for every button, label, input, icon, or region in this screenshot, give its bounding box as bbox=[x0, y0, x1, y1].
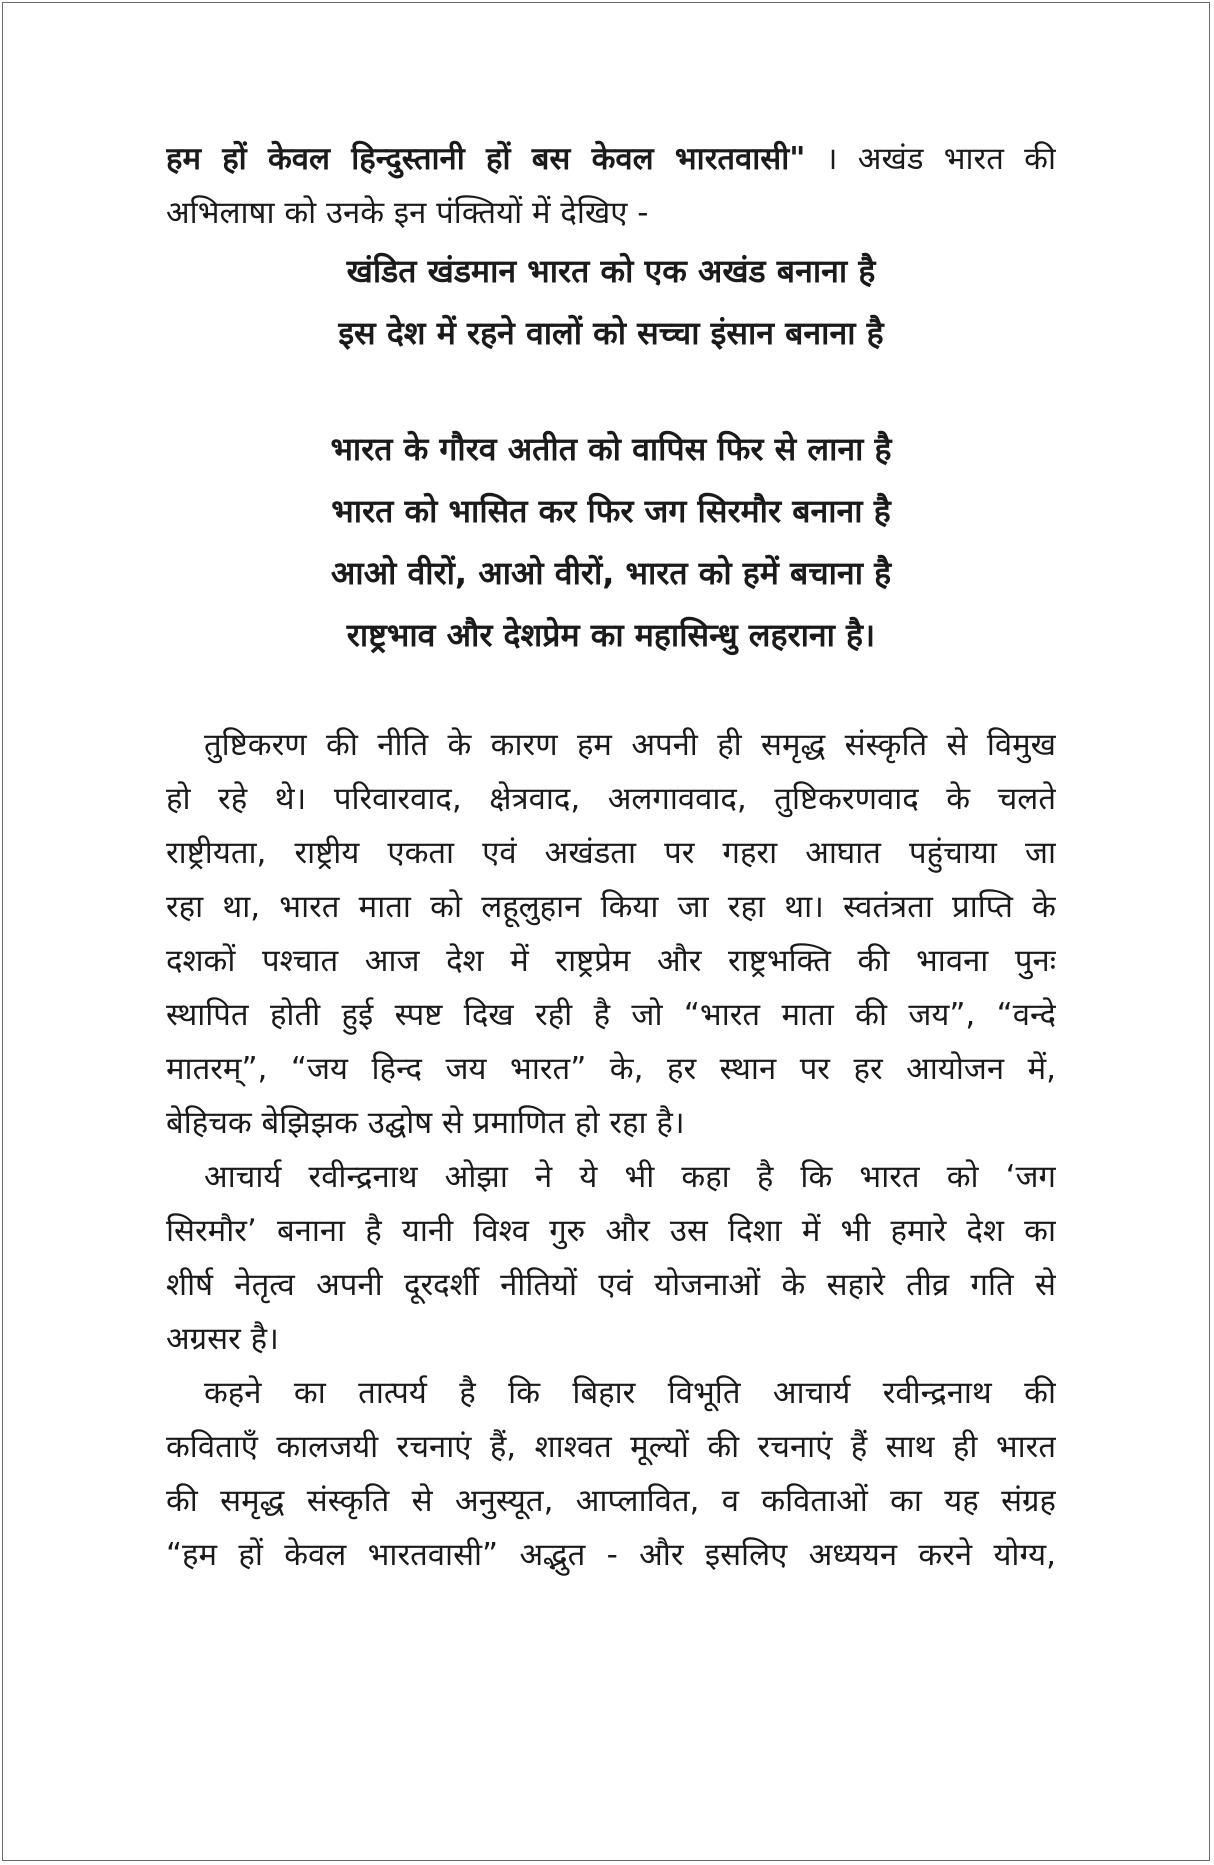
intro-block bbox=[166, 132, 1056, 240]
intro-line-1-rest: । अखंड भारत की bbox=[805, 141, 1056, 177]
intro-line-2: अभिलाषा को उनके इन पंक्तियों में देखिए - bbox=[166, 195, 649, 231]
paragraph-line: बेहिचक बेझिझक उद्घोष से प्रमाणित हो रहा है। bbox=[166, 1105, 685, 1141]
paragraph-line: हो रहे थे। परिवारवाद, क्षेत्रवाद, अलगाववाद, तुष्टिकरणवाद के चलते bbox=[166, 781, 1056, 817]
paragraph-line: आचार्य रवीन्द्रनाथ ओझा ने ये भी कहा है कि भारत को ‘जग bbox=[204, 1159, 1056, 1195]
document-body bbox=[166, 132, 1056, 1582]
poem-stanza-1 bbox=[166, 240, 1056, 364]
paragraph-line: तुष्टिकरण की नीति के कारण हम अपनी ही समृद्ध संस्कृति से विमुख bbox=[204, 727, 1056, 763]
paragraph-1 bbox=[166, 718, 1056, 1150]
paragraph-line: शीर्ष नेतृत्व अपनी दूरदर्शी नीतियों एवं योजनाओं के सहारे तीव्र गति से bbox=[166, 1267, 1056, 1303]
poem-line: भारत को भासित कर फिर जग सिरमौर बनाना है bbox=[331, 492, 891, 530]
intro-line-1 bbox=[166, 132, 1056, 186]
intro-quote-bold: हम हों केवल हिन्दुस्तानी हों बस केवल भारतवासी" bbox=[166, 141, 806, 177]
paragraph-line: दशकों पश्चात आज देश में राष्ट्रप्रेम और राष्ट्रभक्ति की भावना पुनः bbox=[166, 943, 1056, 979]
paragraph-line: सिरमौर’ बनाना है यानी विश्व गुरु और उस दिशा में भी हमारे देश का bbox=[166, 1213, 1056, 1249]
paragraph-line: अग्रसर है। bbox=[166, 1321, 279, 1357]
poem-stanza-2 bbox=[166, 418, 1056, 666]
paragraph-line: स्थापित होती हुई स्पष्ट दिख रही है जो “भारत माता की जय”, “वन्दे bbox=[166, 997, 1056, 1033]
poem-line: खंडित खंडमान भारत को एक अखंड बनाना है bbox=[346, 252, 876, 290]
paragraph-line: मातरम्”, “जय हिन्द जय भारत” के, हर स्थान पर हर आयोजन में, bbox=[166, 1051, 1056, 1087]
paragraph-line: “हम हों केवल भारतवासी” अद्भुत - और इसलिए अध्ययन करने योग्य, bbox=[166, 1537, 1056, 1573]
paragraph-2 bbox=[166, 1150, 1056, 1366]
poem-line: आओ वीरों, आओ वीरों, भारत को हमें बचाना है bbox=[330, 554, 892, 592]
paragraph-3 bbox=[166, 1366, 1056, 1582]
paragraph-line: की समृद्ध संस्कृति से अनुस्यूत, आप्लावित, व कविताओं का यह संग्रह bbox=[166, 1483, 1056, 1519]
paragraph-line: राष्ट्रीयता, राष्ट्रीय एकता एवं अखंडता पर गहरा आघात पहुंचाया जा bbox=[166, 835, 1056, 871]
paragraph-line: कहने का तात्पर्य है कि बिहार विभूति आचार्य रवीन्द्रनाथ की bbox=[204, 1375, 1056, 1411]
paragraph-line: रहा था, भारत माता को लहूलुहान किया जा रहा था। स्वतंत्रता प्राप्ति के bbox=[166, 889, 1056, 925]
poem-line: भारत के गौरव अतीत को वापिस फिर से लाना है bbox=[330, 430, 892, 468]
poem-line: इस देश में रहने वालों को सच्चा इंसान बनाना है bbox=[338, 314, 884, 352]
paragraph-line: कविताएँ कालजयी रचनाएं हैं, शाश्वत मूल्यों की रचनाएं हैं साथ ही भारत bbox=[166, 1429, 1056, 1465]
poem-line: राष्ट्रभाव और देशप्रेम का महासिन्धु लहराना है। bbox=[346, 616, 876, 654]
